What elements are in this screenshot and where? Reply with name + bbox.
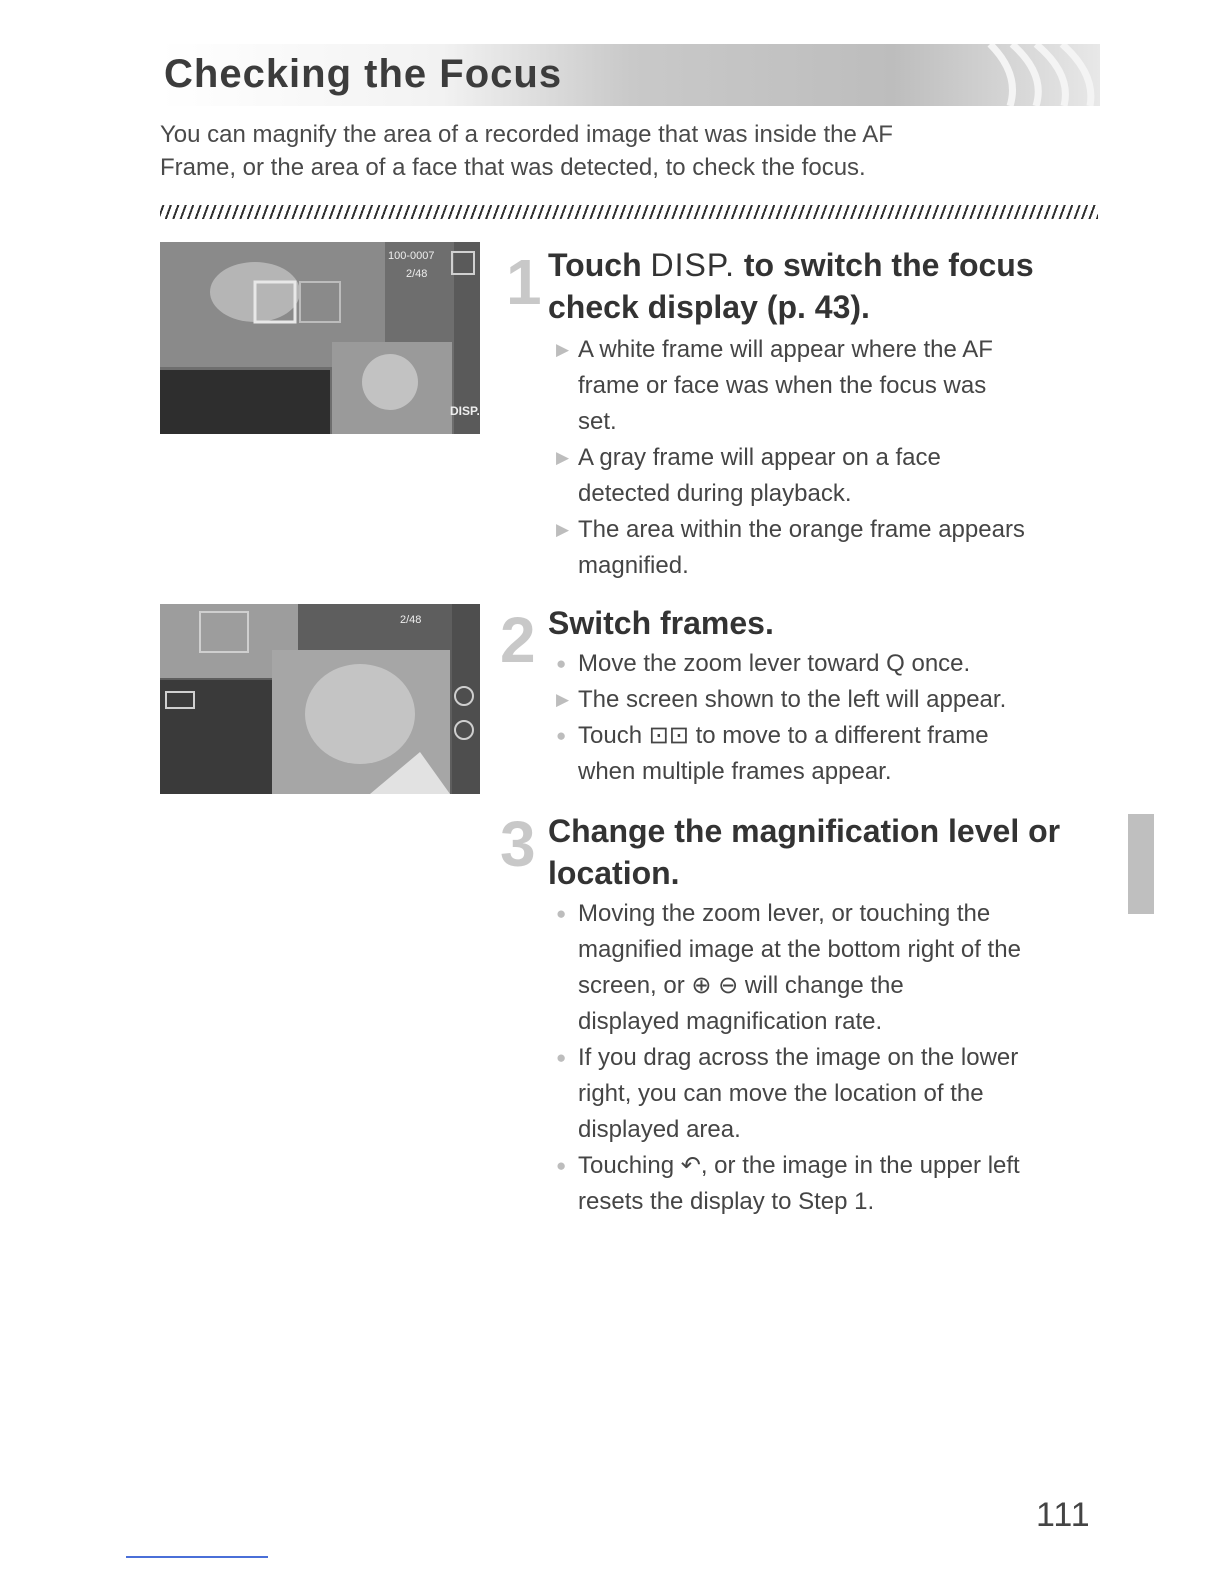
bullet-text: screen, or ⊕ ⊖ will change the (578, 972, 904, 999)
sound-waves-decoration (950, 44, 1100, 106)
bullet-text: A white frame will appear where the AF (578, 336, 993, 363)
bullet-text: displayed area. (578, 1116, 741, 1143)
step-number: 1 (506, 246, 542, 318)
circle-marker-icon: ● (556, 654, 567, 673)
bullet-text: Moving the zoom lever, or touching the (578, 900, 991, 927)
image-index: 2/48 (406, 268, 428, 280)
bullet-text: detected during playback. (578, 480, 852, 507)
image-index: 2/48 (400, 614, 422, 626)
bullet-text: frame or face was when the focus was (578, 372, 987, 399)
hatched-divider (160, 205, 1098, 219)
heading-text: Touch (548, 247, 651, 283)
screen-illustration (160, 604, 480, 794)
circle-marker-icon: ● (556, 726, 567, 745)
step-3-bullets (556, 896, 1021, 1220)
bullet-text: Touching ↶, or the image in the upper left (578, 1152, 1020, 1179)
step-2-heading: Switch frames. (548, 605, 774, 641)
disp-label: DISP. (650, 247, 735, 283)
page-title: Checking the Focus (164, 52, 563, 96)
bullet-text: A gray frame will appear on a face (578, 444, 941, 471)
step-2-bullets (556, 646, 1006, 790)
camera-screen-switch-frames (160, 604, 480, 794)
disp-button[interactable]: DISP. (450, 404, 480, 418)
bullet-text: Touch ⊡⊡ to move to a different frame (578, 722, 989, 749)
circle-marker-icon: ● (556, 1156, 567, 1175)
bullet-text: displayed magnification rate. (578, 1008, 883, 1035)
circle-marker-icon: ● (556, 1048, 567, 1067)
bullet-text: If you drag across the image on the lower (578, 1044, 1019, 1071)
intro-line: You can magnify the area of a recorded image that was inside the AF (160, 121, 893, 148)
bullet-text: magnified. (578, 552, 689, 579)
file-number: 100-0007 (388, 250, 435, 262)
footer-rule (126, 1556, 268, 1558)
step-1-bullets (556, 332, 1025, 584)
bullet-text: right, you can move the location of the (578, 1080, 984, 1107)
arrow-marker-icon: ▶ (556, 520, 570, 539)
bullet-text: set. (578, 408, 617, 435)
chapter-tab (1128, 814, 1154, 914)
bullet-text: The area within the orange frame appears (578, 516, 1025, 543)
bullet-text: The screen shown to the left will appear. (578, 686, 1007, 713)
step-1-heading (548, 244, 1034, 328)
bullet-text: when multiple frames appear. (578, 758, 892, 785)
bullet-text: Move the zoom lever toward Q once. (578, 650, 971, 677)
bullet-text: magnified image at the bottom right of the (578, 936, 1021, 963)
heading-text: Change the magnification level or (548, 813, 1061, 849)
page-number: 111 (1036, 1496, 1091, 1534)
circle-marker-icon: ● (556, 904, 567, 923)
arrow-marker-icon: ▶ (556, 448, 570, 467)
arrow-marker-icon: ▶ (556, 690, 570, 709)
step-3-heading (548, 810, 1060, 894)
heading-text: location. (548, 855, 680, 891)
bullet-text: resets the display to Step 1. (578, 1188, 875, 1215)
camera-screen-focus-check (160, 242, 480, 434)
step-number: 3 (500, 808, 536, 880)
heading-text: check display (p. 43). (548, 289, 870, 325)
heading-text: to switch the focus (734, 247, 1034, 283)
screen-illustration (160, 242, 480, 434)
intro-text (160, 118, 1060, 184)
step-number: 2 (500, 604, 536, 676)
intro-line: Frame, or the area of a face that was detected, to check the focus. (160, 154, 866, 181)
arrow-marker-icon: ▶ (556, 340, 570, 359)
